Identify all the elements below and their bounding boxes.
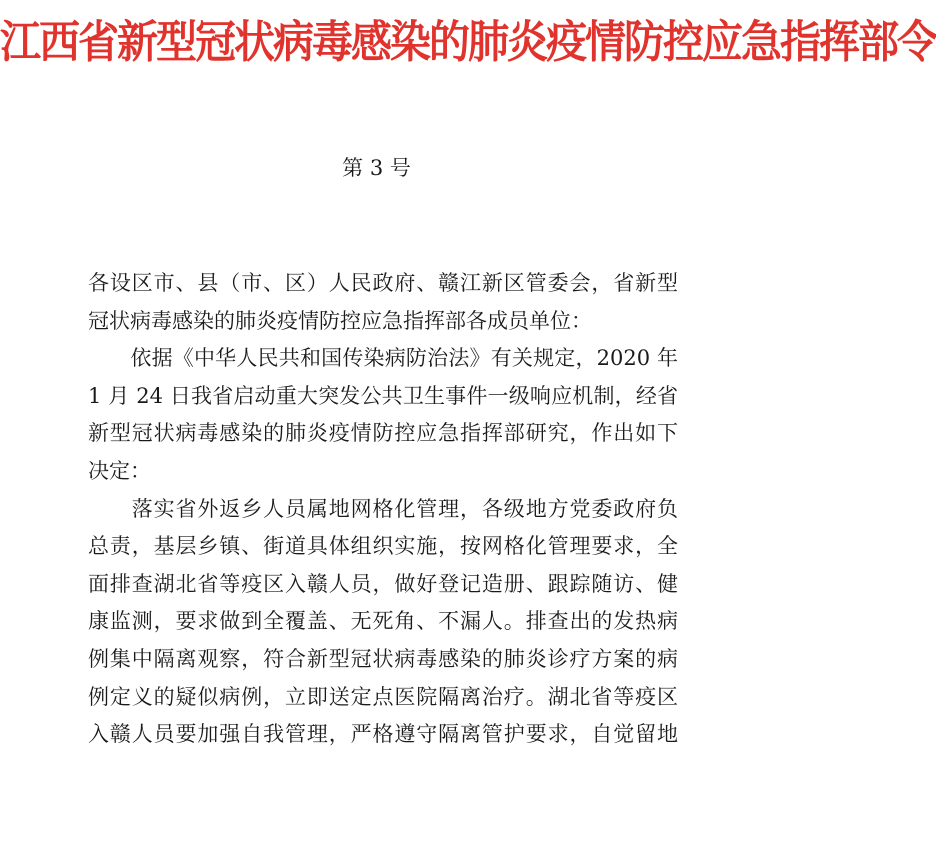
paragraph-line: 例集中隔离观察，符合新型冠状病毒感染的肺炎诊疗方案的病 — [88, 646, 678, 671]
document-number: 第 3 号 — [342, 156, 411, 180]
paragraph-line: 康监测，要求做到全覆盖、无死角、不漏人。排查出的发热病 — [88, 609, 678, 634]
paragraph-line: 决定： — [88, 458, 151, 483]
paragraph-line: 落实省外返乡人员属地网格化管理，各级地方党委政府负 — [88, 496, 678, 521]
addressee-line: 各设区市、县（市、区）人民政府、赣江新区管委会，省新型 — [88, 271, 678, 295]
paragraph-line: 入赣人员要加强自我管理，严格遵守隔离管护要求，自觉留地 — [88, 722, 678, 747]
paragraph-line: 1 月 24 日我省启动重大突发公共卫生事件一级响应机制，经省 — [88, 383, 678, 408]
addressee-line: 冠状病毒感染的肺炎疫情防控应急指挥部各成员单位： — [88, 308, 592, 333]
document-body — [88, 265, 678, 754]
paragraph-line: 新型冠状病毒感染的肺炎疫情防控应急指挥部研究，作出如下 — [88, 421, 678, 446]
paragraph-line: 面排查湖北省等疫区入赣人员，做好登记造册、跟踪随访、健 — [88, 571, 678, 596]
document-title: 江西省新型冠状病毒感染的肺炎疫情防控应急指挥部令 — [0, 16, 936, 68]
paragraph-line: 依据《中华人民共和国传染病防治法》有关规定，2020 年 — [88, 346, 678, 371]
paragraph-line: 例定义的疑似病例，立即送定点医院隔离治疗。湖北省等疫区 — [88, 684, 678, 709]
paragraph-line: 总责，基层乡镇、街道具体组织实施，按网格化管理要求，全 — [88, 534, 678, 559]
